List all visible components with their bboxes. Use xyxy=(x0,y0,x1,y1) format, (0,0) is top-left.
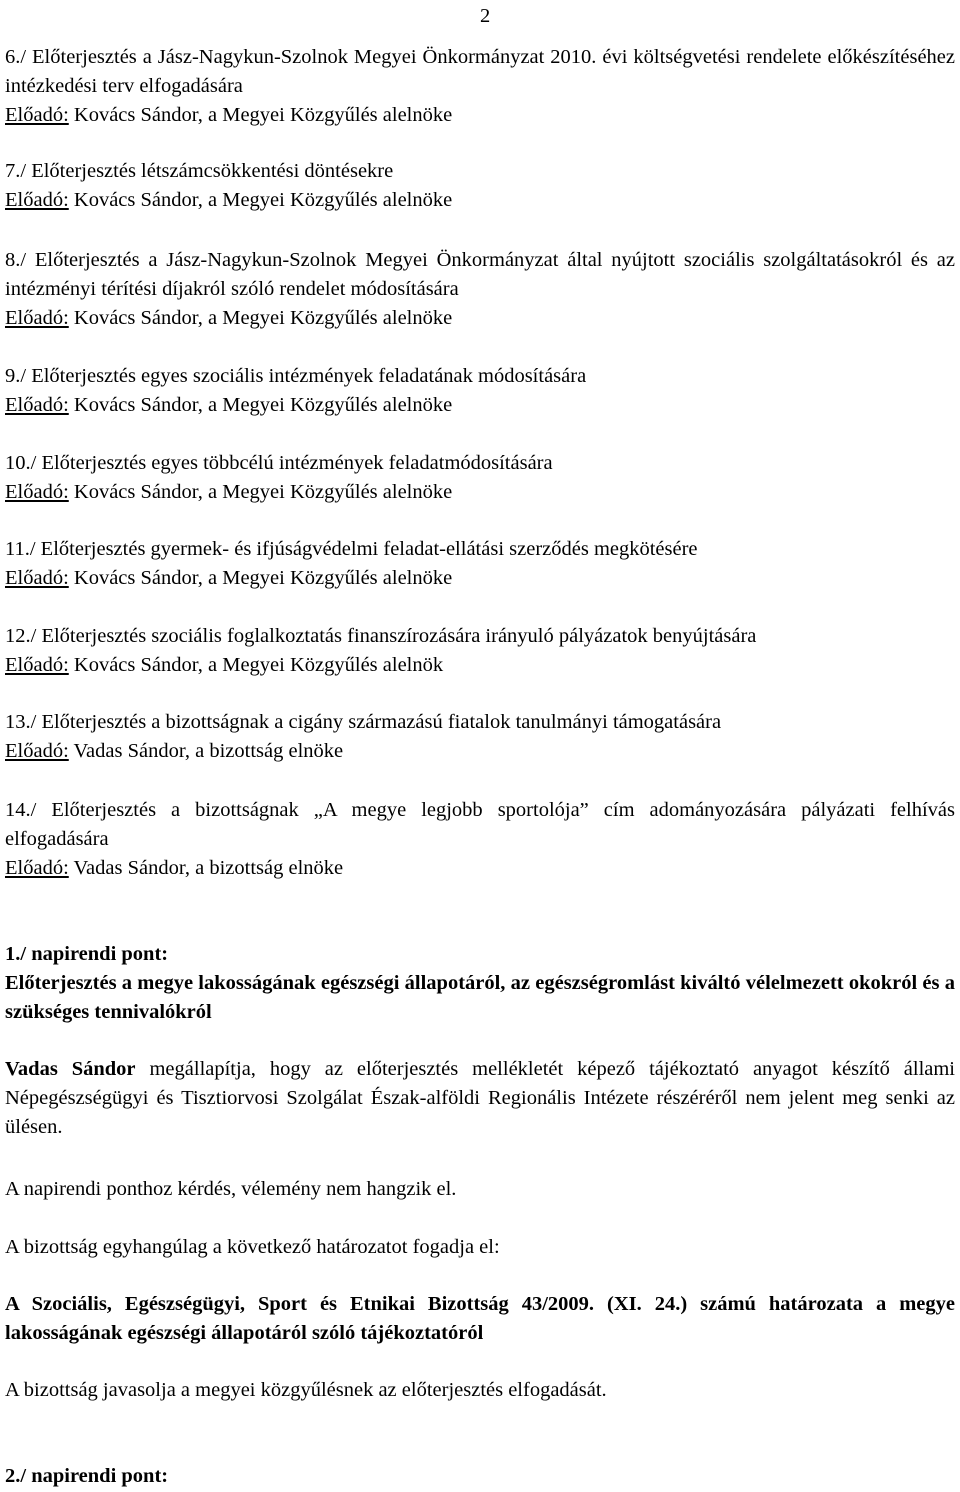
presenter-name: Kovács Sándor, a Megyei Közgyűlés alelnöke xyxy=(68,307,453,329)
presenter-label: Előadó: xyxy=(5,567,69,589)
item-presenter xyxy=(5,854,955,883)
page-number: 2 xyxy=(480,5,491,27)
presenter-name: Kovács Sándor, a Megyei Közgyűlés alelnöke xyxy=(68,104,453,126)
agenda-title: Előterjesztés a megye lakosságának egészségi állapotáról, az egészségromlást kiváltó vélelmezett okokról és a szükséges tennivalókról xyxy=(5,972,955,1023)
item-title: 12./ Előterjesztés szociális foglalkoztatás finanszírozására irányuló pályázatok benyújtására xyxy=(5,625,757,647)
presenter-label: Előadó: xyxy=(5,481,69,503)
agenda-heading: 1./ napirendi pont: xyxy=(5,943,169,965)
item-presenter xyxy=(5,304,955,333)
item-title: 13./ Előterjesztés a bizottságnak a cigány származású fiatalok tanulmányi támogatására xyxy=(5,711,722,733)
presenter-label: Előadó: xyxy=(5,307,69,329)
presenter-name: Kovács Sándor, a Megyei Közgyűlés alelnöke xyxy=(68,189,453,211)
agenda-list-item xyxy=(5,43,955,130)
item-presenter xyxy=(5,391,955,420)
presenter-label: Előadó: xyxy=(5,740,69,762)
no-questions-text: A napirendi ponthoz kérdés, vélemény nem hangzik el. xyxy=(5,1178,457,1200)
agenda-heading-2: 2./ napirendi pont: xyxy=(5,1465,169,1487)
agenda-list-item xyxy=(5,622,955,680)
agenda-list-item xyxy=(5,796,955,883)
speaker-name: Vadas Sándor xyxy=(5,1058,136,1080)
presenter-label: Előadó: xyxy=(5,857,69,879)
item-title: 11./ Előterjesztés gyermek- és ifjúságvédelmi feladat-ellátási szerződés megkötésére xyxy=(5,538,698,560)
item-presenter xyxy=(5,737,955,766)
agenda-discussion xyxy=(5,1055,955,1142)
item-presenter xyxy=(5,564,955,593)
speaker-text: megállapítja, hogy az előterjesztés mellékletét képező tájékoztató anyagot készítő állami Népegészségügyi és Tisztiorvosi Szolgálat Észak-alföldi Regionális Intézete részéréről nem jelent meg senki az ülésen. xyxy=(5,1058,956,1138)
item-title: 7./ Előterjesztés létszámcsökkentési döntésekre xyxy=(5,160,394,182)
item-title: 9./ Előterjesztés egyes szociális intézmények feladatának módosítására xyxy=(5,365,587,387)
presenter-name: Vadas Sándor, a bizottság elnöke xyxy=(68,740,344,762)
item-presenter xyxy=(5,186,955,215)
item-presenter xyxy=(5,101,955,130)
recommendation-text: A bizottság javasolja a megyei közgyűlésnek az előterjesztés elfogadását. xyxy=(5,1379,607,1401)
presenter-name: Kovács Sándor, a Megyei Közgyűlés alelnöke xyxy=(68,567,453,589)
item-presenter xyxy=(5,478,955,507)
presenter-name: Kovács Sándor, a Megyei Közgyűlés alelnöke xyxy=(68,481,453,503)
presenter-name: Kovács Sándor, a Megyei Közgyűlés alelnök xyxy=(68,654,444,676)
presenter-label: Előadó: xyxy=(5,394,69,416)
agenda-list-item xyxy=(5,246,955,333)
resolution-title: A Szociális, Egészségügyi, Sport és Etnikai Bizottság 43/2009. (XI. 24.) számú határozata a megye lakosságának egészségi állapotáról szóló tájékoztatóról xyxy=(5,1293,955,1344)
agenda-list-item xyxy=(5,362,955,420)
presenter-label: Előadó: xyxy=(5,654,69,676)
agenda-list-item xyxy=(5,708,955,766)
item-title: 10./ Előterjesztés egyes többcélú intézmények feladatmódosítására xyxy=(5,452,553,474)
agenda-list-item xyxy=(5,157,955,215)
presenter-label: Előadó: xyxy=(5,104,69,126)
item-title: 8./ Előterjesztés a Jász-Nagykun-Szolnok Megyei Önkormányzat által nyújtott szociális szolgáltatásokról és az intézményi térítési díjakról szóló rendelet módosítására xyxy=(5,249,955,300)
agenda-list-item xyxy=(5,449,955,507)
presenter-label: Előadó: xyxy=(5,189,69,211)
agenda-list-item xyxy=(5,535,955,593)
item-title: 14./ Előterjesztés a bizottságnak „A megye legjobb sportolója” cím adományozására pályázati felhívás elfogadására xyxy=(5,799,955,850)
item-presenter xyxy=(5,651,955,680)
item-title: 6./ Előterjesztés a Jász-Nagykun-Szolnok Megyei Önkormányzat 2010. évi költségvetési rendelete előkészítéséhez intézkedési terv elfogadására xyxy=(5,46,955,97)
presenter-name: Vadas Sándor, a bizottság elnöke xyxy=(68,857,344,879)
adoption-text: A bizottság egyhangúlag a következő határozatot fogadja el: xyxy=(5,1236,500,1258)
presenter-name: Kovács Sándor, a Megyei Közgyűlés alelnöke xyxy=(68,394,453,416)
